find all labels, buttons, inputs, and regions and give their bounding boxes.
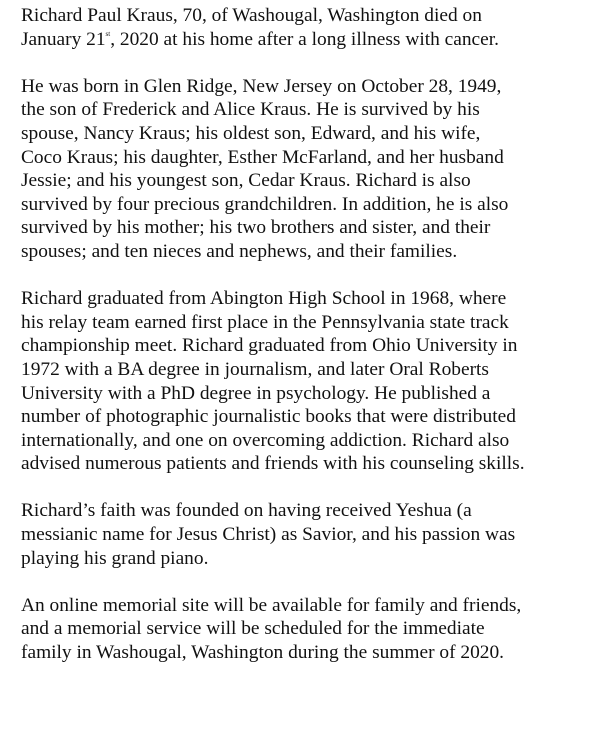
text-line: Jessie; and his youngest son, Cedar Kraus. Richard is also — [21, 170, 471, 192]
text-fragment: January 21 — [21, 28, 106, 50]
text-fragment: , 2020 at his home after a long illness with cancer. — [110, 28, 500, 50]
paragraph-education — [21, 287, 596, 476]
text-line: University with a PhD degree in psychology. He published a — [21, 382, 491, 404]
text-line: 1972 with a BA degree in journalism, and later Oral Roberts — [21, 358, 489, 380]
text-line: Richard’s faith was founded on having received Yeshua (a — [21, 500, 472, 522]
text-line: and a memorial service will be scheduled for the immediate — [21, 618, 485, 640]
text-line: advised numerous patients and friends with his counseling skills. — [21, 453, 525, 475]
text-line: championship meet. Richard graduated from Ohio University in — [21, 335, 518, 357]
paragraph-family — [21, 75, 596, 264]
text-line: spouses; and ten nieces and nephews, and their families. — [21, 240, 458, 262]
text-line: survived by his mother; his two brothers and sister, and their — [21, 217, 491, 239]
text-line: He was born in Glen Ridge, New Jersey on October 28, 1949, — [21, 75, 502, 97]
text-line: family in Washougal, Washington during the summer of 2020. — [21, 642, 505, 664]
text-line: An online memorial site will be available for family and friends, — [21, 594, 522, 616]
text-line: Richard graduated from Abington High School in 1968, where — [21, 288, 507, 310]
paragraph-faith — [21, 499, 596, 570]
text-line: playing his grand piano. — [21, 547, 209, 569]
paragraph-memorial — [21, 594, 596, 665]
text-line: spouse, Nancy Kraus; his oldest son, Edward, and his wife, — [21, 122, 481, 144]
paragraph-death-notice — [21, 4, 596, 51]
text-line: his relay team earned first place in the Pennsylvania state track — [21, 311, 509, 333]
text-line: the son of Frederick and Alice Kraus. He is survived by his — [21, 99, 480, 121]
text-line: internationally, and one on overcoming addiction. Richard also — [21, 429, 510, 451]
text-line: Richard Paul Kraus, 70, of Washougal, Washington died on — [21, 5, 482, 26]
text-line: messianic name for Jesus Christ) as Savior, and his passion was — [21, 524, 516, 546]
text-line: number of photographic journalistic books that were distributed — [21, 406, 516, 428]
text-line: Coco Kraus; his daughter, Esther McFarland, and her husband — [21, 146, 504, 168]
ordinal-suffix: st — [105, 29, 111, 38]
text-line — [21, 28, 596, 52]
obituary-document — [21, 4, 596, 688]
text-line: survived by four precious grandchildren. In addition, he is also — [21, 193, 509, 215]
